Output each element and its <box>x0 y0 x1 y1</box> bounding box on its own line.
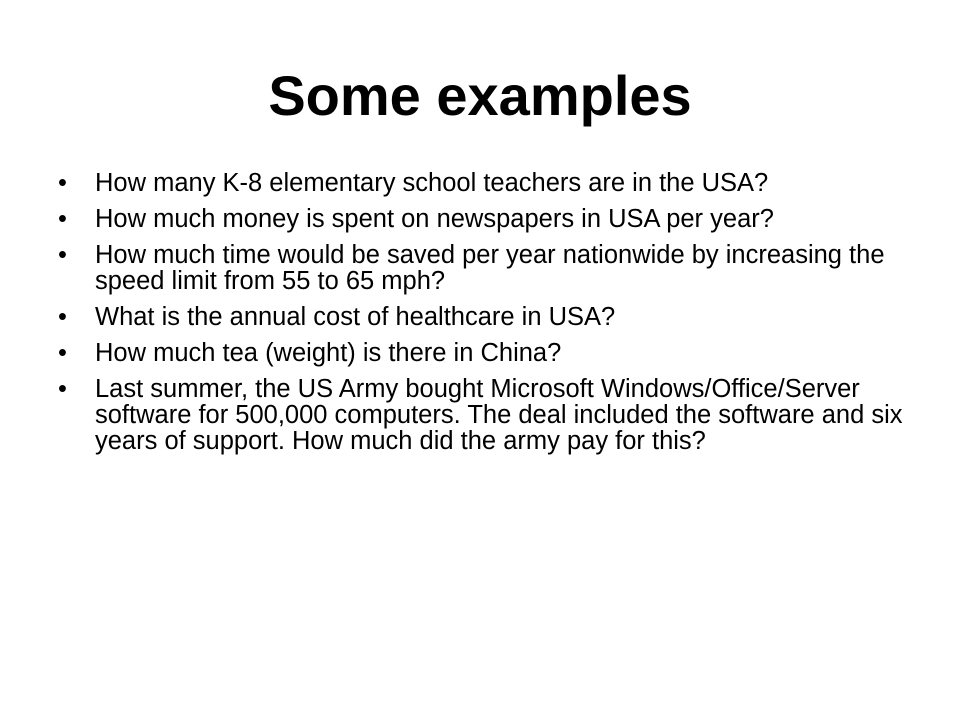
bullet-dot-icon: • <box>58 339 67 367</box>
bullet-text: How much tea (weight) is there in China? <box>95 339 562 367</box>
bullet-item <box>58 206 918 232</box>
bullet-text: How many K-8 elementary school teachers are in the USA? <box>95 169 769 197</box>
bullet-text: How much money is spent on newspapers in USA per year? <box>95 205 774 233</box>
bullet-item <box>58 242 918 294</box>
bullet-item <box>58 304 918 330</box>
bullet-item <box>58 170 918 196</box>
bullet-list <box>58 170 918 464</box>
bullet-dot-icon: • <box>58 303 67 331</box>
bullet-dot-icon: • <box>58 241 67 269</box>
slide-title: Some examples <box>268 64 692 127</box>
bullet-text: Last summer, the US Army bought Microsoft Windows/Office/Server software for 500,000 computers. The deal included the software and six years of support. How much did the army pay for this? <box>95 375 903 455</box>
bullet-item <box>58 340 918 366</box>
bullet-dot-icon: • <box>58 375 67 403</box>
bullet-text: How much time would be saved per year nationwide by increasing the speed limit from 55 to 65 mph? <box>95 241 885 295</box>
bullet-dot-icon: • <box>58 205 67 233</box>
bullet-item <box>58 376 918 454</box>
bullet-dot-icon: • <box>58 169 67 197</box>
bullet-text: What is the annual cost of healthcare in USA? <box>95 303 616 331</box>
